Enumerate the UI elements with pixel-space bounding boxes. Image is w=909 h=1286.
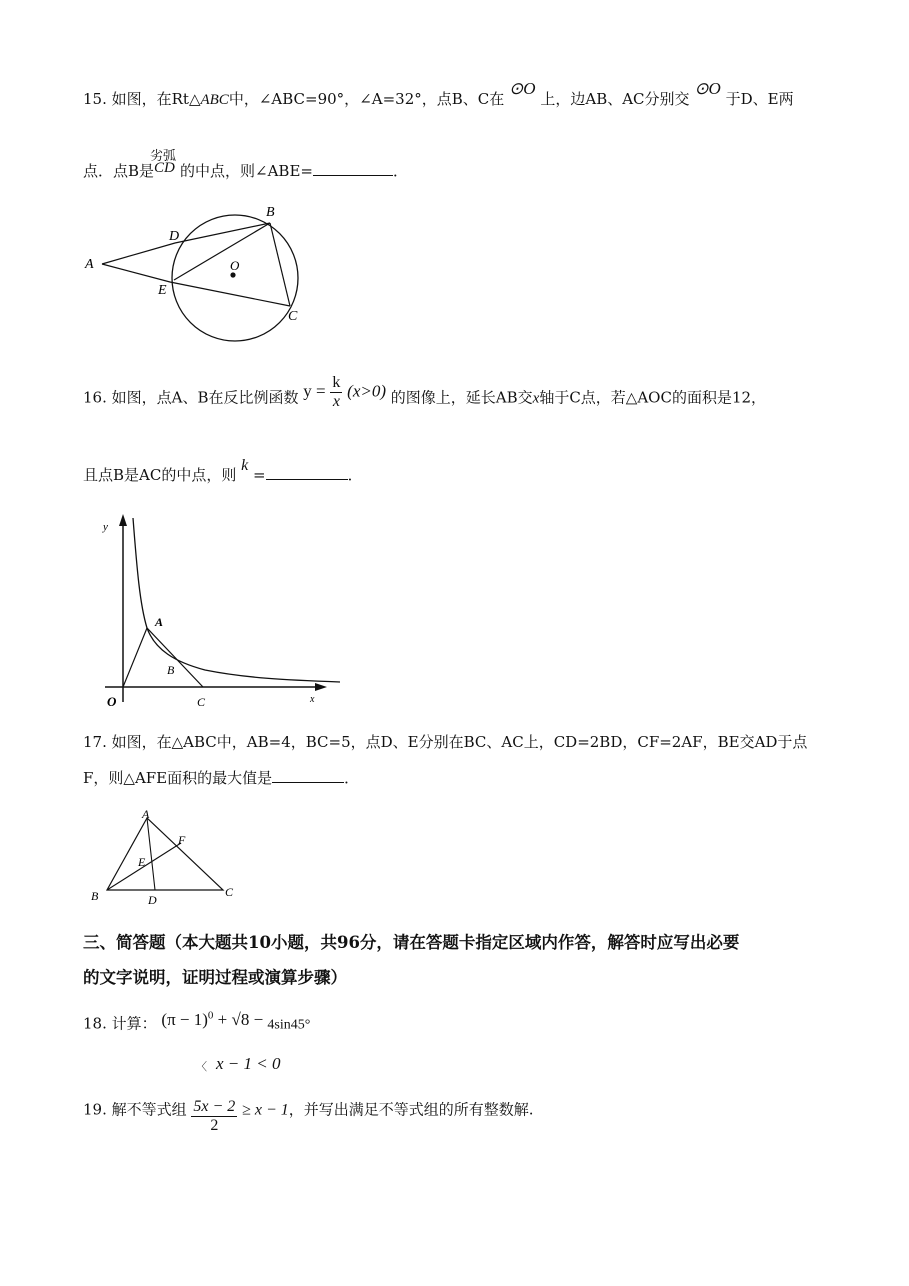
q15-points-bc: 点B、C在 — [436, 90, 505, 108]
q15-line2-intro: 点．点B是 — [83, 162, 155, 180]
q15-circle-symbol-2: ⊙O — [694, 79, 721, 98]
q16-end: ． — [347, 466, 363, 484]
q16-condition: (x>0) — [347, 381, 387, 401]
q15-label-e: E — [158, 283, 167, 298]
q15-circle — [172, 215, 298, 341]
q15-intro: 15. 如图，在Rt△ — [83, 90, 201, 108]
q15-end: ． — [392, 162, 408, 180]
q19-fraction-den: 2 — [210, 1117, 219, 1134]
q15-angle-abc: ∠ABC=90°， — [258, 90, 360, 108]
q17-end: ． — [344, 769, 360, 787]
q17-line-1 — [83, 731, 807, 753]
q17-label-f: F — [178, 833, 186, 847]
q16-x-axis-symbol: x — [532, 390, 540, 407]
q15-on-circle: 上，边AB、AC分别交 — [540, 90, 690, 108]
q18-exponent: 0 — [207, 1009, 214, 1021]
q18-intro: 18. 计算： — [83, 1014, 157, 1033]
q16-line-2 — [83, 457, 363, 487]
q18-sin-term: 4sin45° — [267, 1017, 311, 1033]
q15-label-a: A — [85, 257, 94, 272]
q15-segment-be — [174, 223, 270, 280]
q17-answer-blank[interactable] — [272, 768, 344, 783]
q15-side-ac — [102, 264, 290, 306]
q16-function — [303, 374, 386, 411]
q18-sqrt8: + √8 — [217, 1009, 250, 1029]
q17-label-d: D — [148, 893, 157, 907]
q15-side-ab — [102, 223, 270, 264]
q16-label-a: A — [155, 615, 164, 629]
q19-line — [83, 1092, 534, 1134]
q15-center-dot — [230, 272, 235, 277]
q15-label-o: O — [230, 258, 240, 273]
q16-area: 轴于C点，若△AOC的面积是12， — [539, 388, 767, 407]
q15-line-1 — [83, 79, 794, 111]
q17-segment-ad — [147, 818, 155, 890]
q19-inequality-1: x − 1 < 0 — [216, 1054, 281, 1073]
q15-arc-label: 劣弧 — [150, 149, 177, 164]
q18-expression — [161, 1010, 267, 1029]
q19-inequality-2-rhs: ≥ x − 1 — [242, 1101, 289, 1119]
section-3-heading: 三、简答题（本大题共10小题，共96分，请在答题卡指定区域内作答，解答时应写出必要 — [83, 933, 740, 952]
q17-label-b: B — [91, 889, 99, 903]
q15-answer-blank[interactable] — [313, 161, 393, 176]
q16-answer-blank[interactable] — [266, 465, 348, 480]
q15-line-2 — [83, 149, 408, 183]
q16-x-arrow — [315, 683, 327, 691]
q16-midpoint: 且点B是AC的中点，则 — [83, 466, 237, 484]
q16-label-y: y — [103, 521, 108, 533]
q19-brace-top: 〈 — [196, 1060, 207, 1073]
section-3-heading-line-2: 的文字说明，证明过程或演算步骤） — [83, 968, 347, 987]
q18-line — [83, 1008, 310, 1037]
q17-label-c: C — [225, 885, 234, 899]
q16-y-equals: y = — [303, 381, 326, 401]
q15-arc-name: CD — [154, 160, 175, 176]
q15-label-c: C — [288, 309, 298, 324]
q17-line-2 — [83, 767, 359, 789]
q17-question: F，则△AFE面积的最大值是 — [83, 769, 273, 787]
q15-mid: 中， — [228, 90, 259, 108]
q16-fraction-den: x — [332, 393, 340, 410]
q16-fraction — [330, 374, 342, 411]
q16-label-c: C — [197, 695, 206, 709]
q15-label-d: D — [169, 229, 180, 244]
q16-line-1 — [83, 374, 767, 417]
q19-intro: 19. 解不等式组 — [83, 1100, 187, 1119]
q16-k-symbol: k — [241, 457, 249, 474]
q16-label-o: O — [107, 694, 117, 709]
q15-angle-a: ∠A=32°， — [359, 90, 437, 108]
q15-circle-symbol: ⊙O — [509, 79, 536, 98]
q17-label-e: E — [138, 855, 146, 869]
q15-triangle-name: ABC — [200, 92, 229, 108]
q15-label-b: B — [266, 205, 275, 220]
q16-intro: 16. 如图，点A、B在反比例函数 — [83, 388, 299, 407]
q16-triangle-aoc — [123, 628, 203, 687]
q19-fraction-num: 5x − 2 — [193, 1098, 236, 1115]
q18-minus: − — [253, 1009, 264, 1029]
q16-y-arrow — [119, 514, 127, 526]
q16-figure — [95, 510, 350, 715]
q17-statement: 17. 如图，在△ABC中，AB=4，BC=5，点D、E分别在BC、AC上，CD=2BD，CF=2AF，BE交AD于点 — [83, 733, 808, 751]
q17-figure — [85, 808, 245, 908]
q15-de-points: 于D、E两 — [725, 90, 794, 108]
q16-label-x: x — [310, 694, 315, 705]
q19-instruction: ，并写出满足不等式组的所有整数解. — [288, 1100, 534, 1119]
q16-fraction-num: k — [332, 374, 341, 391]
q15-figure — [80, 198, 320, 343]
q15-arc — [150, 149, 180, 183]
q15-side-bc — [270, 223, 290, 306]
q16-hyperbola — [133, 518, 340, 682]
q17-label-a: A — [142, 808, 150, 821]
q19-fraction — [191, 1098, 237, 1135]
q16-equals: = — [253, 466, 266, 484]
q16-label-b: B — [167, 663, 175, 677]
q15-question: 的中点，则∠ABE= — [180, 162, 313, 180]
q16-extend: 的图像上，延长AB交 — [390, 388, 533, 407]
q18-pi-minus-1: (π − 1) — [161, 1009, 208, 1029]
